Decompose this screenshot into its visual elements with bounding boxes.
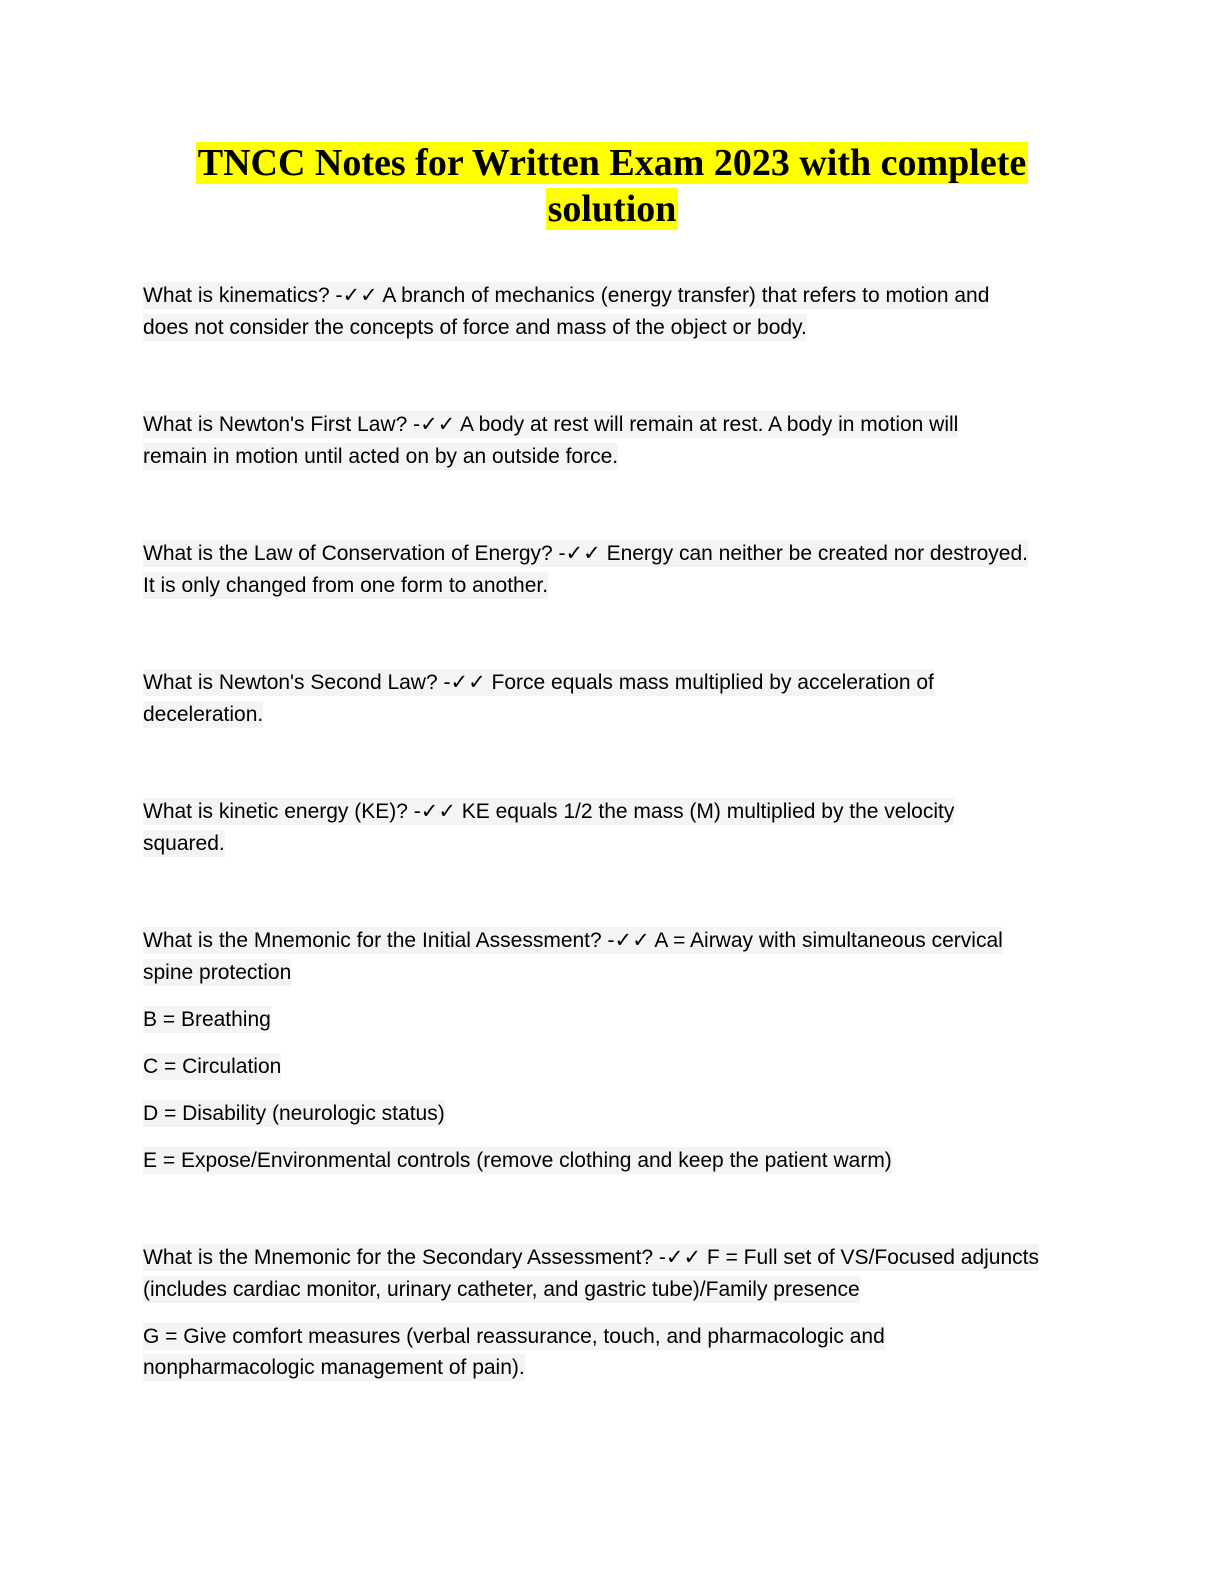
list-item: D = Disability (neurologic status) (143, 1101, 445, 1125)
title-line-1: TNCC Notes for Written Exam 2023 with complete (197, 142, 1027, 184)
list-item: B = Breathing (143, 1007, 271, 1031)
qa-initial-assessment (143, 925, 1073, 1176)
qa-newtons-first-law (143, 409, 1073, 472)
qa-line: deceleration. (143, 702, 264, 726)
qa-line: remain in motion until acted on by an outside force. (143, 444, 619, 468)
qa-conservation-of-energy (143, 538, 1073, 601)
qa-line: spine protection (143, 960, 292, 984)
qa-kinematics (143, 280, 1073, 343)
secondary-assessment-item (143, 1321, 1073, 1384)
qa-newtons-second-law (143, 667, 1073, 730)
qa-kinetic-energy (143, 796, 1073, 859)
list-item: E = Expose/Environmental controls (remove clothing and keep the patient warm) (143, 1148, 892, 1172)
qa-secondary-assessment (143, 1242, 1073, 1384)
qa-line: (includes cardiac monitor, urinary catheter, and gastric tube)/Family presence (143, 1277, 860, 1301)
initial-assessment-list (143, 1004, 1073, 1036)
qa-line: It is only changed from one form to another. (143, 573, 549, 597)
list-item: C = Circulation (143, 1054, 282, 1078)
notes-body (143, 280, 1073, 1384)
qa-line: What is kinetic energy (KE)? -✓✓ KE equals 1/2 the mass (M) multiplied by the velocity (143, 800, 955, 823)
list-item: nonpharmacologic management of pain). (143, 1356, 525, 1379)
initial-assessment-item (143, 1145, 1073, 1177)
title-line-2: solution (547, 188, 677, 230)
initial-assessment-item (143, 1051, 1073, 1083)
qa-line: What is kinematics? -✓✓ A branch of mechanics (energy transfer) that refers to motion and (143, 284, 990, 307)
qa-line: What is Newton's First Law? -✓✓ A body at rest will remain at rest. A body in motion will (143, 413, 959, 436)
initial-assessment-item (143, 1098, 1073, 1130)
qa-line: does not consider the concepts of force and mass of the object or body. (143, 315, 807, 339)
document-title (150, 140, 1074, 232)
qa-line: squared. (143, 831, 225, 855)
list-item: G = Give comfort measures (verbal reassurance, touch, and pharmacologic and (143, 1324, 885, 1348)
qa-line: What is Newton's Second Law? -✓✓ Force equals mass multiplied by acceleration of (143, 671, 934, 694)
qa-line: What is the Law of Conservation of Energy? -✓✓ Energy can neither be created nor destroyed. (143, 542, 1028, 565)
qa-line: What is the Mnemonic for the Initial Assessment? -✓✓ A = Airway with simultaneous cervical (143, 929, 1003, 952)
qa-line: What is the Mnemonic for the Secondary Assessment? -✓✓ F = Full set of VS/Focused adjuncts (143, 1246, 1039, 1269)
